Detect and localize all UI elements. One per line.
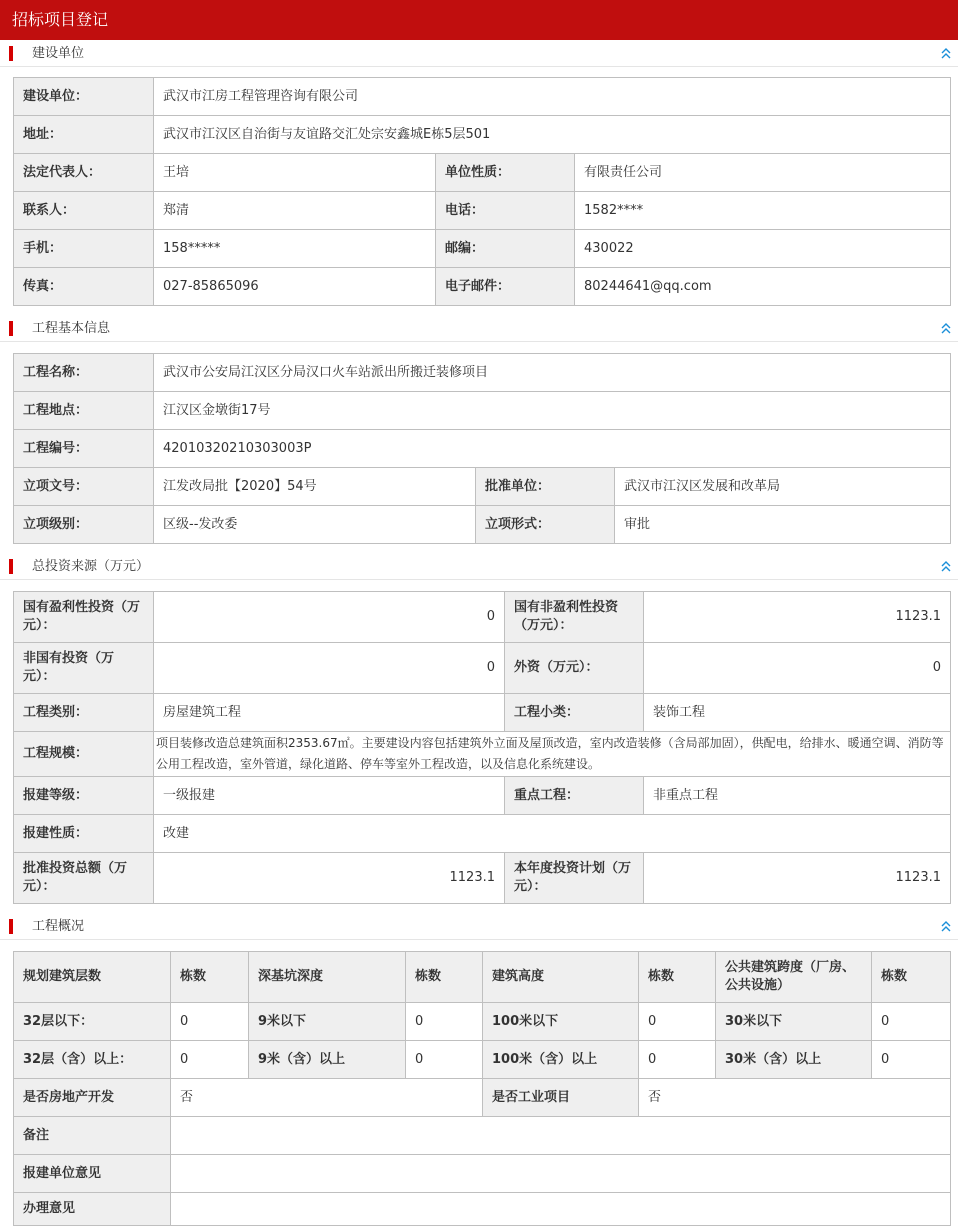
subcategory-label: 工程小类：: [505, 694, 644, 732]
key-project-value: 非重点工程: [644, 777, 951, 815]
project-code-label: 工程编号：: [14, 430, 154, 468]
email-value: 80244641@qq.com: [575, 268, 951, 306]
contact-value: 郑清: [154, 192, 436, 230]
mobile-value: 158*****: [154, 230, 436, 268]
col-header: 栋数: [639, 952, 716, 1003]
table-cell: 100米（含）以上: [483, 1041, 639, 1079]
section-marker: [9, 919, 13, 934]
project-name-value: 武汉市公安局江汉区分局汉口火车站派出所搬迁装修项目: [154, 354, 951, 392]
nonstate-value: 0: [154, 643, 505, 694]
project-form-label: 立项形式：: [476, 506, 615, 544]
table-cell: 0: [406, 1003, 483, 1041]
section-header-project: [0, 316, 958, 342]
approver-label: 批准单位：: [476, 468, 615, 506]
project-form-value: 审批: [615, 506, 951, 544]
col-header: 栋数: [872, 952, 951, 1003]
unit-table: [13, 77, 951, 306]
realestate-value: 否: [171, 1079, 483, 1117]
state-nonprofit-label: 国有非盈利性投资（万元）：: [505, 592, 644, 643]
state-nonprofit-value: 1123.1: [644, 592, 951, 643]
subcategory-value: 装饰工程: [644, 694, 951, 732]
unit-nature-label: 单位性质：: [436, 154, 575, 192]
project-code-value: 42010320210303003P: [154, 430, 951, 468]
section-header-investment: [0, 554, 958, 580]
mobile-label: 手机：: [14, 230, 154, 268]
table-cell: 32层（含）以上：: [14, 1041, 171, 1079]
realestate-label: 是否房地产开发: [14, 1079, 171, 1117]
col-header: 建筑高度: [483, 952, 639, 1003]
key-project-label: 重点工程：: [505, 777, 644, 815]
nonstate-label: 非国有投资（万元）：: [14, 643, 154, 694]
section-header-overview: [0, 914, 958, 940]
window-title: 招标项目登记: [0, 0, 958, 40]
report-level-label: 报建等级：: [14, 777, 154, 815]
table-cell: 0: [171, 1041, 249, 1079]
project-level-value: 区级--发改委: [154, 506, 476, 544]
col-header: 栋数: [406, 952, 483, 1003]
table-cell: 9米（含）以上: [249, 1041, 406, 1079]
report-nature-label: 报建性质：: [14, 815, 154, 853]
table-cell: 30米（含）以上: [716, 1041, 872, 1079]
section-marker: [9, 321, 13, 336]
state-profit-label: 国有盈利性投资（万元）：: [14, 592, 154, 643]
unit-name-label: 建设单位：: [14, 78, 154, 116]
foreign-label: 外资（万元）：: [505, 643, 644, 694]
address-label: 地址：: [14, 116, 154, 154]
unit-name-value: 武汉市江房工程管理咨询有限公司: [154, 78, 951, 116]
table-cell: 0: [872, 1041, 951, 1079]
table-cell: 9米以下: [249, 1003, 406, 1041]
report-nature-value: 改建: [154, 815, 951, 853]
remark-value: [171, 1117, 951, 1155]
table-cell: 30米以下: [716, 1003, 872, 1041]
investment-table: [13, 591, 951, 904]
approved-total-label: 批准投资总额（万元）：: [14, 853, 154, 904]
category-value: 房屋建筑工程: [154, 694, 505, 732]
annual-plan-label: 本年度投资计划（万元）：: [505, 853, 644, 904]
col-header: 深基坑深度: [249, 952, 406, 1003]
email-label: 电子邮件：: [436, 268, 575, 306]
project-level-label: 立项级别：: [14, 506, 154, 544]
table-cell: 0: [872, 1003, 951, 1041]
zip-label: 邮编：: [436, 230, 575, 268]
double-chevron-up-icon[interactable]: [940, 46, 952, 60]
approved-total-value: 1123.1: [154, 853, 505, 904]
remark-label: 备注: [14, 1117, 171, 1155]
handle-opinion-label: 办理意见: [14, 1193, 171, 1226]
project-name-label: 工程名称：: [14, 354, 154, 392]
fax-label: 传真：: [14, 268, 154, 306]
industrial-value: 否: [639, 1079, 951, 1117]
section-title: 总投资来源（万元）: [32, 559, 150, 574]
section-marker: [9, 559, 13, 574]
table-cell: 32层以下：: [14, 1003, 171, 1041]
phone-label: 电话：: [436, 192, 575, 230]
legal-rep-value: 王培: [154, 154, 436, 192]
project-table: [13, 353, 951, 544]
address-value: 武汉市江汉区自治街与友谊路交汇处宗安鑫城E栋5层501: [154, 116, 951, 154]
approval-doc-value: 江发改局批【2020】54号: [154, 468, 476, 506]
foreign-value: 0: [644, 643, 951, 694]
table-cell: 0: [639, 1041, 716, 1079]
approval-doc-label: 立项文号：: [14, 468, 154, 506]
project-site-label: 工程地点：: [14, 392, 154, 430]
annual-plan-value: 1123.1: [644, 853, 951, 904]
section-marker: [9, 46, 13, 61]
industrial-label: 是否工业项目: [483, 1079, 639, 1117]
approver-value: 武汉市江汉区发展和改革局: [615, 468, 951, 506]
table-cell: 100米以下: [483, 1003, 639, 1041]
scale-value: 项目装修改造总建筑面积2353.67㎡。主要建设内容包括建筑外立面及屋顶改造，室内改造装修（含局部加固），供配电，给排水、暖通空调、消防等公用工程改造，室外管道，绿化道路、停车等室外工程改造，以及信息化系统建设。: [154, 732, 951, 777]
state-profit-value: 0: [154, 592, 505, 643]
zip-value: 430022: [575, 230, 951, 268]
section-title: 工程概况: [32, 919, 85, 934]
report-level-value: 一级报建: [154, 777, 505, 815]
unit-nature-value: 有限责任公司: [575, 154, 951, 192]
double-chevron-up-icon[interactable]: [940, 321, 952, 335]
phone-value: 1582****: [575, 192, 951, 230]
col-header: 公共建筑跨度（厂房、公共设施）: [716, 952, 872, 1003]
project-site-value: 江汉区金墩街17号: [154, 392, 951, 430]
col-header: 栋数: [171, 952, 249, 1003]
legal-rep-label: 法定代表人：: [14, 154, 154, 192]
double-chevron-up-icon[interactable]: [940, 919, 952, 933]
table-cell: 0: [406, 1041, 483, 1079]
table-cell: 0: [171, 1003, 249, 1041]
handle-opinion-value: [171, 1193, 951, 1226]
section-header-unit: [0, 41, 958, 67]
section-title: 建设单位: [32, 46, 85, 61]
overview-table: [13, 951, 951, 1226]
unit-opinion-label: 报建单位意见: [14, 1155, 171, 1193]
category-label: 工程类别：: [14, 694, 154, 732]
double-chevron-up-icon[interactable]: [940, 559, 952, 573]
contact-label: 联系人：: [14, 192, 154, 230]
fax-value: 027-85865096: [154, 268, 436, 306]
unit-opinion-value: [171, 1155, 951, 1193]
table-cell: 0: [639, 1003, 716, 1041]
scale-label: 工程规模：: [14, 732, 154, 777]
section-title: 工程基本信息: [32, 321, 111, 336]
col-header: 规划建筑层数: [14, 952, 171, 1003]
